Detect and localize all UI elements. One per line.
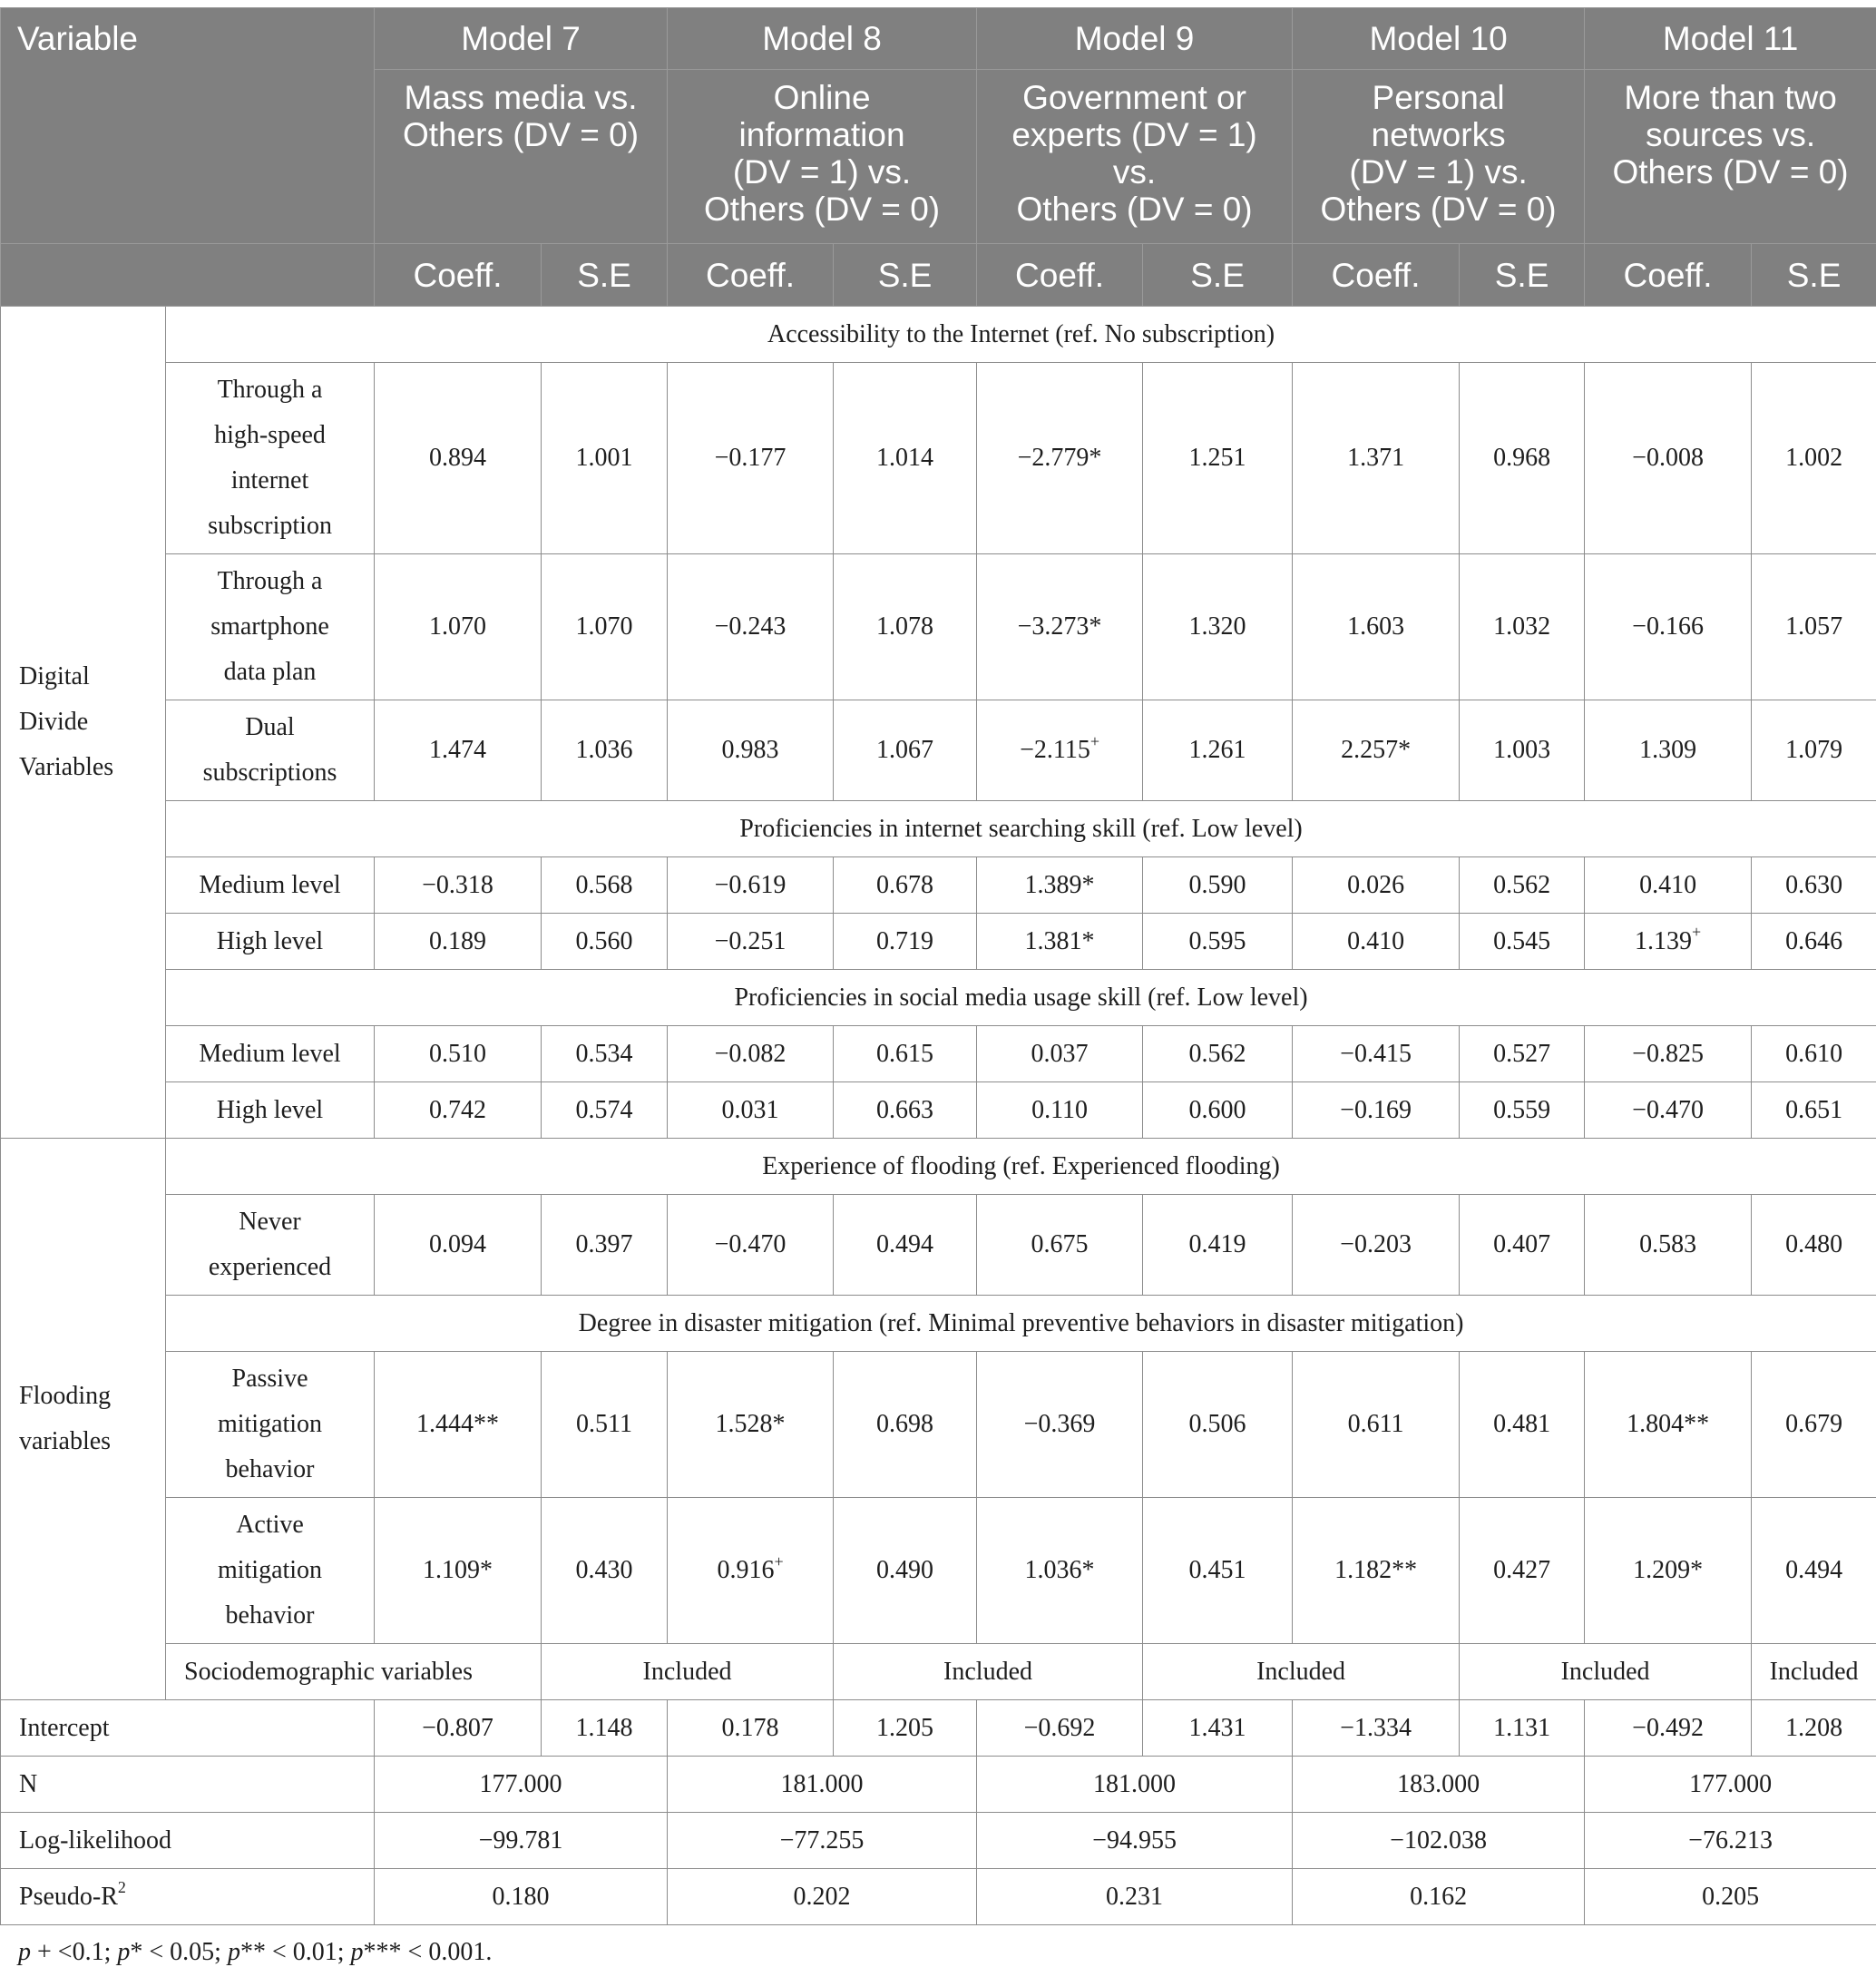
coeff-cell: −0.251 (668, 914, 834, 970)
se-cell: 0.568 (542, 857, 668, 914)
coeff-cell: 1.389* (977, 857, 1143, 914)
coeff-header: Coeff. (977, 244, 1143, 307)
group-label-digital-divide: Digital Divide Variables (1, 307, 166, 1139)
coeff-header: Coeff. (668, 244, 834, 307)
se-cell: 0.451 (1143, 1498, 1293, 1644)
se-cell: 0.534 (542, 1026, 668, 1082)
coeff-cell: 1.371 (1293, 363, 1460, 554)
se-cell: 1.079 (1752, 700, 1876, 801)
se-cell: 0.630 (1752, 857, 1876, 914)
variable-header: Variable (1, 8, 375, 244)
coeff-cell: −0.470 (668, 1195, 834, 1296)
se-cell: 0.574 (542, 1082, 668, 1139)
model-8-description: Online information (DV = 1) vs. Others (DV = 0) (668, 70, 977, 244)
model-8-header: Model 8 (668, 8, 977, 70)
coeff-cell: 0.410 (1293, 914, 1460, 970)
se-cell: 0.719 (834, 914, 977, 970)
se-cell: 0.527 (1460, 1026, 1585, 1082)
se-cell: 0.678 (834, 857, 977, 914)
summary-value: −77.255 (668, 1813, 977, 1869)
summary-value: 0.178 (668, 1700, 834, 1757)
summary-value: −0.807 (375, 1700, 542, 1757)
model-11-description: More than two sources vs. Others (DV = 0) (1585, 70, 1876, 244)
summary-value: 1.208 (1752, 1700, 1876, 1757)
summary-label: N (1, 1757, 375, 1813)
summary-value: 0.202 (668, 1869, 977, 1925)
se-cell: 1.078 (834, 554, 977, 700)
coeff-cell: 1.474 (375, 700, 542, 801)
model-7-header: Model 7 (375, 8, 668, 70)
coeff-cell: 1.603 (1293, 554, 1460, 700)
coeff-cell: 1.804** (1585, 1352, 1752, 1498)
summary-value: 1.205 (834, 1700, 977, 1757)
summary-row-socio (1, 1644, 1876, 1700)
summary-value: Included (1460, 1644, 1752, 1700)
model-7-description: Mass media vs. Others (DV = 0) (375, 70, 668, 244)
row-label: Passive mitigation behavior (166, 1352, 375, 1498)
se-cell: 0.397 (542, 1195, 668, 1296)
group-label-flooding: Flooding variables (1, 1139, 166, 1700)
se-cell: 0.560 (542, 914, 668, 970)
se-cell: 0.559 (1460, 1082, 1585, 1139)
coeff-cell: 1.109* (375, 1498, 542, 1644)
section-header-search-skill: Proficiencies in internet searching skill (ref. Low level) (166, 801, 1876, 857)
se-cell: 0.590 (1143, 857, 1293, 914)
table-row (1, 1082, 1876, 1139)
table-row (1, 1498, 1876, 1644)
summary-value: 0.205 (1585, 1869, 1876, 1925)
se-cell: 1.057 (1752, 554, 1876, 700)
se-cell: 0.651 (1752, 1082, 1876, 1139)
summary-row-loglik (1, 1813, 1876, 1869)
coeff-cell: −3.273* (977, 554, 1143, 700)
coeff-cell: −0.203 (1293, 1195, 1460, 1296)
coeff-cell: −0.166 (1585, 554, 1752, 700)
coeff-cell: −0.243 (668, 554, 834, 700)
summary-row-intercept (1, 1700, 1876, 1757)
section-header-flood-experience: Experience of flooding (ref. Experienced flooding) (166, 1139, 1876, 1195)
row-label: Medium level (166, 857, 375, 914)
se-cell: 1.002 (1752, 363, 1876, 554)
summary-value: 177.000 (375, 1757, 668, 1813)
se-cell: 1.014 (834, 363, 977, 554)
marginal-significance-mark: + (774, 1551, 784, 1571)
coeff-cell: 1.444** (375, 1352, 542, 1498)
coeff-header: Coeff. (375, 244, 542, 307)
coeff-cell: 0.189 (375, 914, 542, 970)
coeff-cell: 1.036* (977, 1498, 1143, 1644)
summary-value: −76.213 (1585, 1813, 1876, 1869)
regression-table-container (0, 7, 1876, 1971)
summary-label: Log-likelihood (1, 1813, 375, 1869)
summary-value: 0.162 (1293, 1869, 1585, 1925)
se-cell: 0.481 (1460, 1352, 1585, 1498)
coeff-cell: 0.510 (375, 1026, 542, 1082)
table-row (1, 554, 1876, 700)
coeff-cell: −0.177 (668, 363, 834, 554)
table-header (1, 8, 1876, 307)
se-cell: 0.610 (1752, 1026, 1876, 1082)
coeff-cell: 0.583 (1585, 1195, 1752, 1296)
table-row (1, 914, 1876, 970)
row-label: Never experienced (166, 1195, 375, 1296)
model-10-description: Personal networks (DV = 1) vs. Others (DV = 0) (1293, 70, 1585, 244)
se-header: S.E (1143, 244, 1293, 307)
coeff-cell: −2.779* (977, 363, 1143, 554)
section-header-internet-access: Accessibility to the Internet (ref. No subscription) (166, 307, 1876, 363)
coeff-cell: 2.257* (1293, 700, 1460, 801)
summary-row-n (1, 1757, 1876, 1813)
se-cell: 0.615 (834, 1026, 977, 1082)
row-label: High level (166, 914, 375, 970)
coeff-cell: −2.115+ (977, 700, 1143, 801)
coeff-cell: 1.381* (977, 914, 1143, 970)
summary-value: 0.231 (977, 1869, 1293, 1925)
marginal-significance-mark: + (1691, 923, 1702, 942)
coeff-header: Coeff. (1293, 244, 1460, 307)
coeff-cell: 1.139+ (1585, 914, 1752, 970)
model-11-header: Model 11 (1585, 8, 1876, 70)
coeff-cell: −0.318 (375, 857, 542, 914)
coeff-cell: 1.182** (1293, 1498, 1460, 1644)
coeff-cell: −0.470 (1585, 1082, 1752, 1139)
se-cell: 0.595 (1143, 914, 1293, 970)
se-cell: 0.427 (1460, 1498, 1585, 1644)
coeff-cell: 1.528* (668, 1352, 834, 1498)
summary-value: 1.148 (542, 1700, 668, 1757)
significance-footnote: p + <0.1; p* < 0.05; p** < 0.01; p*** < 0.001. (18, 1938, 493, 1966)
coeff-cell: −0.369 (977, 1352, 1143, 1498)
row-label: Active mitigation behavior (166, 1498, 375, 1644)
model-9-description: Government or experts (DV = 1) vs. Others (DV = 0) (977, 70, 1293, 244)
table-row (1, 700, 1876, 801)
coeff-cell: 0.742 (375, 1082, 542, 1139)
coeff-cell: 1.070 (375, 554, 542, 700)
se-cell: 1.320 (1143, 554, 1293, 700)
coeff-cell: 0.894 (375, 363, 542, 554)
summary-value: −0.692 (977, 1700, 1143, 1757)
se-cell: 0.600 (1143, 1082, 1293, 1139)
se-cell: 1.032 (1460, 554, 1585, 700)
summary-value: 183.000 (1293, 1757, 1585, 1813)
se-header: S.E (1460, 244, 1585, 307)
row-label: High level (166, 1082, 375, 1139)
summary-value: Included (1752, 1644, 1876, 1700)
se-cell: 0.511 (542, 1352, 668, 1498)
summary-value: 1.431 (1143, 1700, 1293, 1757)
summary-value: −0.492 (1585, 1700, 1752, 1757)
se-cell: 0.968 (1460, 363, 1585, 554)
se-cell: 0.698 (834, 1352, 977, 1498)
se-cell: 1.251 (1143, 363, 1293, 554)
coeff-cell: 0.916+ (668, 1498, 834, 1644)
se-cell: 0.562 (1460, 857, 1585, 914)
se-cell: 0.494 (834, 1195, 977, 1296)
se-cell: 0.494 (1752, 1498, 1876, 1644)
coeff-cell: 0.037 (977, 1026, 1143, 1082)
table-body (1, 307, 1876, 1925)
summary-value: Included (1143, 1644, 1460, 1700)
se-cell: 1.001 (542, 363, 668, 554)
summary-value: Included (834, 1644, 1143, 1700)
se-cell: 1.070 (542, 554, 668, 700)
se-cell: 0.419 (1143, 1195, 1293, 1296)
summary-label: Intercept (1, 1700, 375, 1757)
summary-value: −102.038 (1293, 1813, 1585, 1869)
section-header-mitigation: Degree in disaster mitigation (ref. Minimal preventive behaviors in disaster mitigation) (166, 1296, 1876, 1352)
row-label: Through a smartphone data plan (166, 554, 375, 700)
coeff-cell: −0.825 (1585, 1026, 1752, 1082)
summary-value: 177.000 (1585, 1757, 1876, 1813)
summary-value: 181.000 (977, 1757, 1293, 1813)
coeff-cell: 0.094 (375, 1195, 542, 1296)
coeff-cell: −0.619 (668, 857, 834, 914)
coeff-cell: 0.675 (977, 1195, 1143, 1296)
model-9-header: Model 9 (977, 8, 1293, 70)
summary-value: Included (542, 1644, 834, 1700)
table-row (1, 1352, 1876, 1498)
coeff-cell: −0.082 (668, 1026, 834, 1082)
se-cell: 0.646 (1752, 914, 1876, 970)
header-spacer (1, 244, 375, 307)
coeff-cell: −0.415 (1293, 1026, 1460, 1082)
table-row (1, 1026, 1876, 1082)
coeff-cell: −0.008 (1585, 363, 1752, 554)
coeff-cell: 1.209* (1585, 1498, 1752, 1644)
se-cell: 0.506 (1143, 1352, 1293, 1498)
coeff-cell: 0.410 (1585, 857, 1752, 914)
coeff-cell: −0.169 (1293, 1082, 1460, 1139)
se-cell: 0.562 (1143, 1026, 1293, 1082)
coeff-header: Coeff. (1585, 244, 1752, 307)
se-cell: 0.430 (542, 1498, 668, 1644)
summary-value: 1.131 (1460, 1700, 1585, 1757)
se-cell: 1.036 (542, 700, 668, 801)
coeff-cell: 0.110 (977, 1082, 1143, 1139)
summary-value: 0.180 (375, 1869, 668, 1925)
summary-value: 181.000 (668, 1757, 977, 1813)
coeff-cell: 0.983 (668, 700, 834, 801)
se-cell: 0.663 (834, 1082, 977, 1139)
se-cell: 1.067 (834, 700, 977, 801)
row-label: Through a high-speed internet subscription (166, 363, 375, 554)
summary-value: −1.334 (1293, 1700, 1460, 1757)
se-cell: 0.679 (1752, 1352, 1876, 1498)
summary-value: −99.781 (375, 1813, 668, 1869)
row-label: Medium level (166, 1026, 375, 1082)
se-cell: 0.545 (1460, 914, 1585, 970)
se-cell: 1.261 (1143, 700, 1293, 801)
table-row (1, 857, 1876, 914)
coeff-cell: 0.026 (1293, 857, 1460, 914)
summary-label: Pseudo-$R^2$ (1, 1869, 375, 1925)
se-cell: 0.490 (834, 1498, 977, 1644)
table-row (1, 363, 1876, 554)
coeff-cell: 0.611 (1293, 1352, 1460, 1498)
se-cell: 0.407 (1460, 1195, 1585, 1296)
coeff-cell: 0.031 (668, 1082, 834, 1139)
coeff-cell: 1.309 (1585, 700, 1752, 801)
row-label: Dual subscriptions (166, 700, 375, 801)
table-row (1, 1195, 1876, 1296)
summary-row-pseudo-r2 (1, 1869, 1876, 1925)
summary-label: Sociodemographic variables (166, 1644, 542, 1700)
marginal-significance-mark: + (1089, 731, 1099, 750)
model-10-header: Model 10 (1293, 8, 1585, 70)
se-header: S.E (834, 244, 977, 307)
summary-value: −94.955 (977, 1813, 1293, 1869)
se-cell: 1.003 (1460, 700, 1585, 801)
regression-table (0, 7, 1876, 1925)
section-header-social-skill: Proficiencies in social media usage skill (ref. Low level) (166, 970, 1876, 1026)
se-header: S.E (542, 244, 668, 307)
se-header: S.E (1752, 244, 1876, 307)
se-cell: 0.480 (1752, 1195, 1876, 1296)
